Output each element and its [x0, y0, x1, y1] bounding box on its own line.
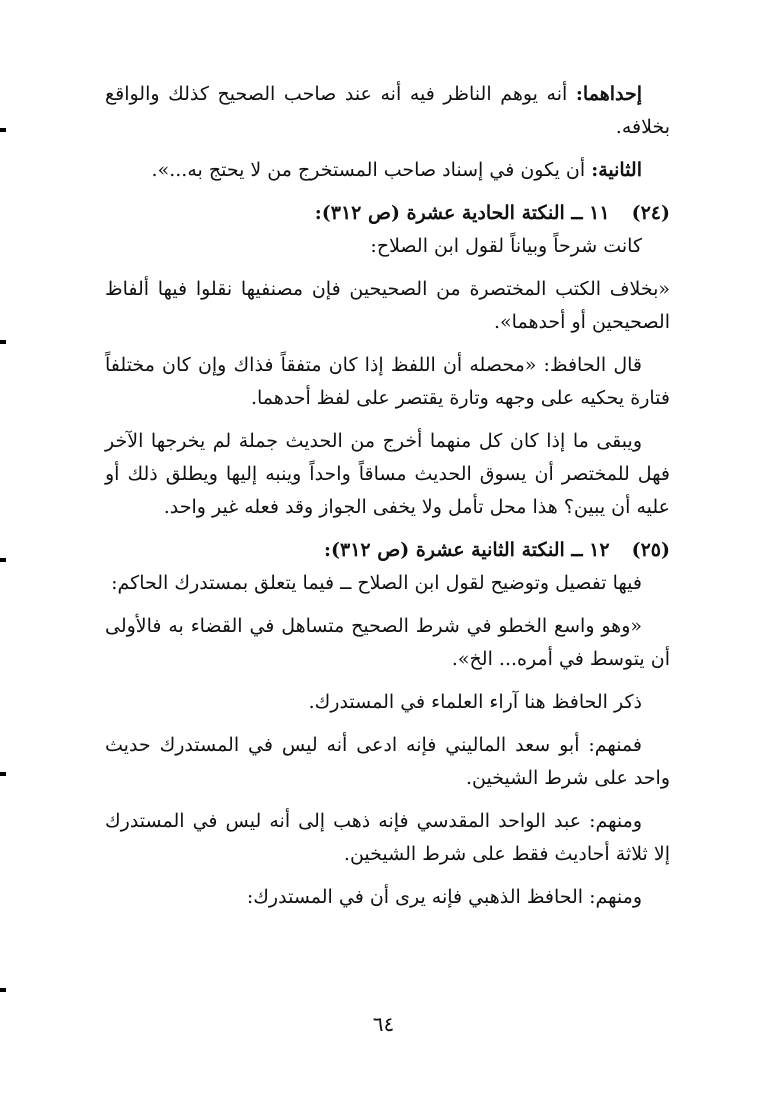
- paragraph-intro-25: فيها تفصيل وتوضيح لقول ابن الصلاح ــ فيما يتعلق بمستدرك الحاكم:: [111, 572, 642, 594]
- paragraph-second-objection: [105, 154, 670, 187]
- heading-title: ١١ ــ النكتة الحادية عشرة (ص ٣١٢):: [314, 202, 610, 224]
- paragraph-maqdisi: ومنهم: عبد الواحد المقدسي فإنه ذهب إلى أنه ليس في المستدرك إلا ثلاثة أحاديث فقط على شرط الشيخين.: [105, 810, 670, 865]
- paragraph-malini: فمنهم: أبو سعد الماليني فإنه ادعى أنه ليس في المستدرك حديث واحد على شرط الشيخين.: [105, 734, 670, 789]
- heading-number: (٢٥): [631, 539, 670, 561]
- page-body: [105, 78, 670, 924]
- text-second: أن يكون في إسناد صاحب المستخرج من لا يحتج به...».: [151, 159, 592, 181]
- lead-second: الثانية:: [591, 159, 642, 181]
- scan-mark: [0, 128, 6, 132]
- scan-mark: [0, 988, 6, 992]
- heading-title: ١٢ ــ النكتة الثانية عشرة (ص ٣١٢):: [323, 539, 610, 561]
- scan-mark: [0, 558, 6, 562]
- page-number: ٦٤: [372, 1012, 395, 1036]
- paragraph-hafiz-2: ذكر الحافظ هنا آراء العلماء في المستدرك.: [308, 691, 642, 713]
- paragraph-remaining: ويبقى ما إذا كان كل منهما أخرج من الحديث جملة لم يخرجها الآخر فهل للمختصر أن يسوق الحديث مساقاً واحداً وينبه إليها ويطلق ذلك أو عليه أن يبين؟ هذا محل تأمل ولا يخفى الجواز وقد فعله غير واحد.: [105, 430, 670, 518]
- paragraph-intro-24: كانت شرحاً وبياناً لقول ابن الصلاح:: [370, 235, 642, 257]
- heading-number: (٢٤): [631, 202, 670, 224]
- paragraph-dhahabi: ومنهم: الحافظ الذهبي فإنه يرى أن في المستدرك:: [246, 886, 642, 908]
- section-heading-24: [105, 197, 670, 230]
- section-heading-25: [105, 534, 670, 567]
- scan-mark: [0, 340, 6, 344]
- lead-first: إحداهما:: [575, 83, 642, 105]
- paragraph-hafiz-1: قال الحافظ: «محصله أن اللفظ إذا كان متفقاً فذاك وإن كان مختلفاً فتارة يحكيه على وجهه وتارة يقتصر على لفظ أحدهما.: [105, 354, 670, 409]
- quote-ibn-salah-2: «وهو واسع الخطو في شرط الصحيح متساهل في القضاء به فالأولى أن يتوسط في أمره... الخ».: [105, 615, 670, 670]
- paragraph-first-objection: [105, 78, 670, 144]
- scan-mark: [0, 772, 6, 776]
- quote-ibn-salah-1: «بخلاف الكتب المختصرة من الصحيحين فإن مصنفيها نقلوا فيها ألفاظ الصحيحين أو أحدهما».: [105, 278, 670, 333]
- text-first: أنه يوهم الناظر فيه أنه عند صاحب الصحيح كذلك والواقع بخلافه.: [105, 83, 670, 138]
